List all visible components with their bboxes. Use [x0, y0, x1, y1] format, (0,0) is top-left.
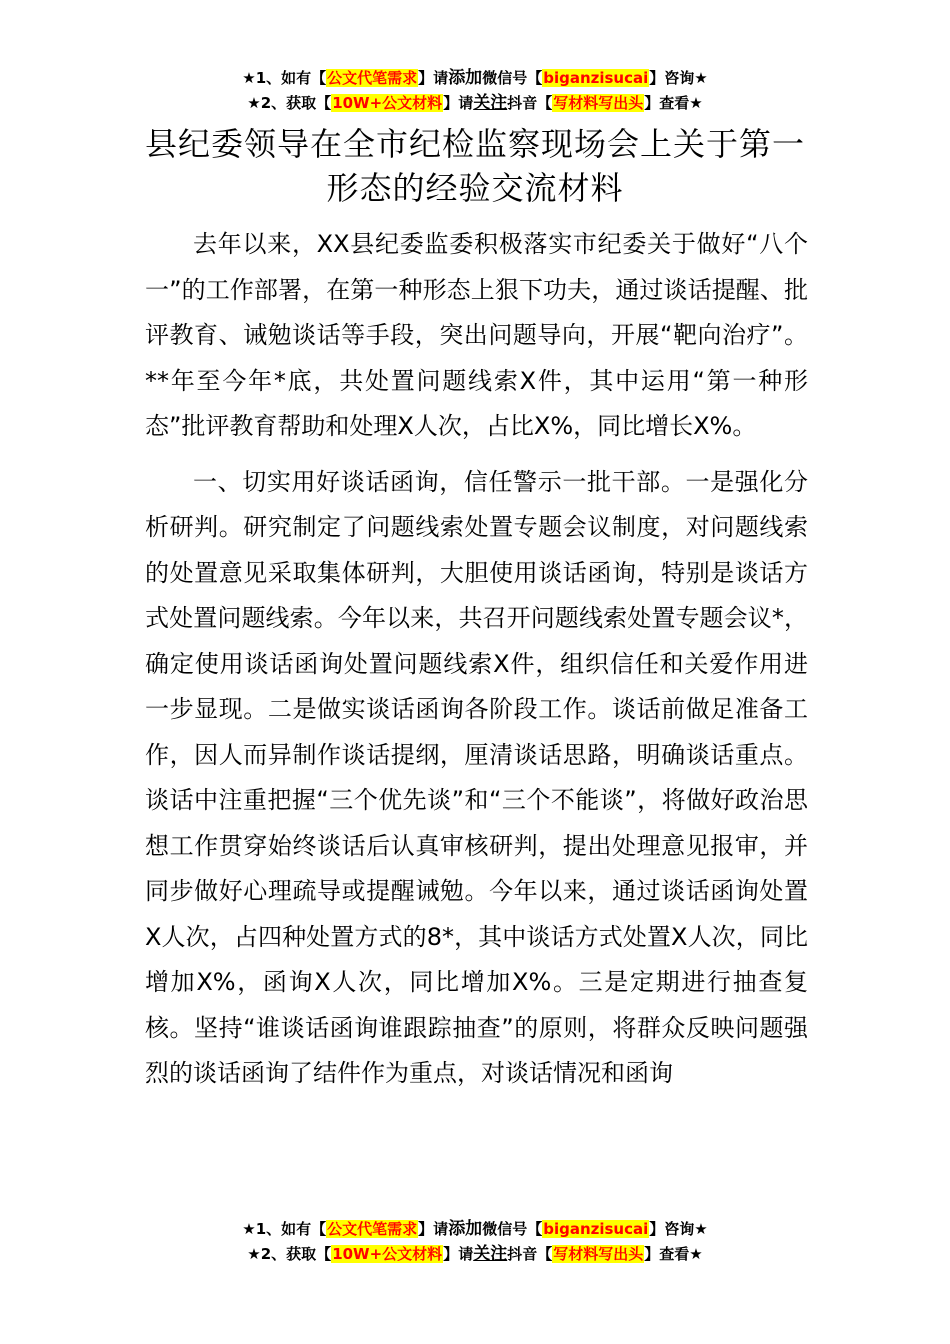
- header-banner: [0, 66, 950, 116]
- paragraph-intro: 去年以来，XX县纪委监委积极落实市纪委关于做好“八个一”的工作部署，在第一种形态上狠下功夫，通过谈话提醒、批评教育、诫勉谈话等手段，突出问题导向，开展“靶向治疗”。**年至今年*底，共处置问题线索X件，其中运用“第一种形态”批评教育帮助和处理X人次，占比X%，同比增长X%。: [145, 230, 808, 440]
- banner-line-1: ★1、如有【公文代笔需求】请添加微信号【biganzisucai】咨询★: [242, 1219, 708, 1239]
- document-body: [145, 222, 808, 1107]
- banner-highlight: 10W+公文材料: [332, 1245, 443, 1263]
- banner-wechat-id: biganzisucai: [543, 1220, 649, 1238]
- footer-banner: [0, 1217, 950, 1267]
- banner-douyin-id: 写材料写出头: [553, 94, 644, 112]
- banner-highlight: 公文代笔需求: [327, 69, 418, 87]
- paragraph-section-1: 一、切实用好谈话函询，信任警示一批干部。一是强化分析研判。研究制定了问题线索处置专题会议制度，对问题线索的处置意见采取集体研判，大胆使用谈话函询，特别是谈话方式处置问题线索。今年以来，共召开问题线索处置专题会议*，确定使用谈话函询处置问题线索X件，组织信任和关爱作用进一步显现。二是做实谈话函询各阶段工作。谈话前做足准备工作，因人而异制作谈话提纲，厘清谈话思路，明确谈话重点。谈话中注重把握“三个优先谈”和“三个不能谈”，将做好政治思想工作贯穿始终谈话后认真审核研判，提出处理意见报审，并同步做好心理疏导或提醒诫勉。今年以来，通过谈话函询处置X人次，占四种处置方式的8*，其中谈话方式处置X人次，同比增加X%，函询X人次，同比增加X%。三是定期进行抽查复核。坚持“谁谈话函询谁跟踪抽查”的原则，将群众反映问题强烈的谈话函询了结件作为重点，对谈话情况和函询: [145, 467, 808, 1087]
- document-title: 县纪委领导在全市纪检监察现场会上关于第一形态的经验交流材料: [145, 125, 806, 207]
- banner-line-2: ★2、获取【10W+公文材料】请关注抖音【写材料写出头】查看★: [247, 93, 703, 113]
- banner-line-1: ★1、如有【公文代笔需求】请添加微信号【biganzisucai】咨询★: [242, 68, 708, 88]
- banner-line-2: ★2、获取【10W+公文材料】请关注抖音【写材料写出头】查看★: [247, 1244, 703, 1264]
- banner-wechat-id: biganzisucai: [543, 69, 649, 87]
- banner-highlight: 公文代笔需求: [327, 1220, 418, 1238]
- banner-highlight: 10W+公文材料: [332, 94, 443, 112]
- banner-douyin-id: 写材料写出头: [553, 1245, 644, 1263]
